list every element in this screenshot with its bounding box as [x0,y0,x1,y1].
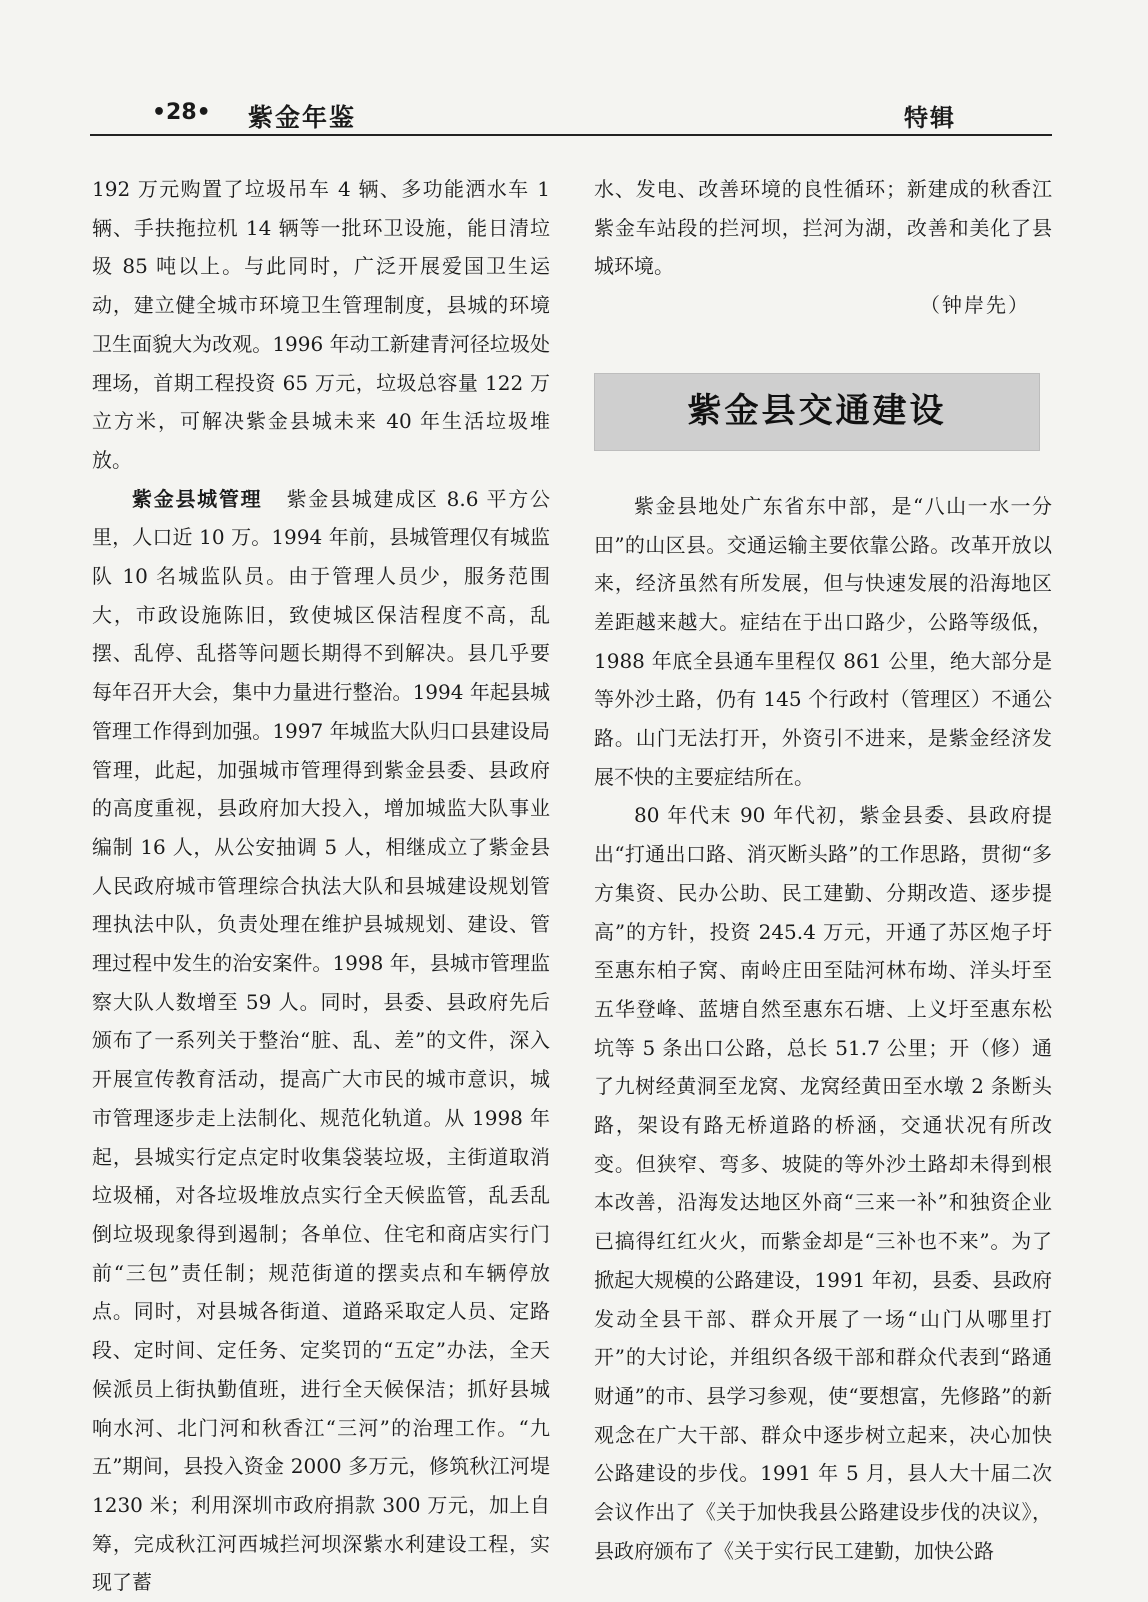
right-paragraph-1: 紫金县地处广东省东中部，是“八山一水一分田”的山区县。交通运输主要依靠公路。改革开放以来，经济虽然有所发展，但与快速发展的沿海地区差距越来越大。症结在于出口路少，公路等级低，1988 年底全县通车里程仅 861 公里，绝大部分是等外沙土路，仍有 145 个行政村（管理区）不通公路。山门无法打开，外资引不进来，是紫金经济发展不快的主要症结所在。 [594,493,1052,789]
left-paragraph-1: 192 万元购置了垃圾吊车 4 辆、多功能洒水车 1 辆、手扶拖拉机 14 辆等一批环卫设施，能日清垃圾 85 吨以上。与此同时，广泛开展爱国卫生运动，建立健全城市环境卫生管理制度，县城的环境卫生面貌大为改观。1996 年动工新建青河径垃圾处理场，首期工程投资 65 万元，垃圾总容量 122 万立方米，可解决紫金县城未来 40 年生活垃圾堆放。 [92,177,550,472]
right-paragraph-0: 水、发电、改善环境的良性循环；新建成的秋香江紫金车站段的拦河坝，拦河为湖，改善和美化了县城环境。 [594,177,1052,279]
section-title: 特辑 [904,104,956,132]
article-title-box [594,373,1040,451]
left-paragraph-2 [92,480,550,1602]
page-header [90,96,1052,132]
book-title: 紫金年鉴 [248,103,357,132]
header-rule [90,134,1052,136]
subsection-heading: 紫金县城管理 [132,486,263,511]
right-column [594,170,1052,1571]
author-signature: （钟岸先） [920,293,1030,318]
right-paragraph-2: 80 年代末 90 年代初，紫金县委、县政府提出“打通出口路、消灭断头路”的工作思路，贯彻“多方集资、民办公助、民工建勤、分期改造、逐步提高”的方针，投资 245.4 万元，开通了苏区炮子圩至惠东柏子窝、南岭庄田至陆河林布坳、洋头圩至五华登峰、蓝塘自然至惠东石塘、上义圩至惠东松坑等 5 条出口公路，总长 51.7 公里；开（修）通了九树经黄洞至龙窝、龙窝经黄田至水墩 2 条断头路，架设有路无桥道路的桥涵，交通状况有所改变。但狭窄、弯多、坡陡的等外沙土路却未得到根本改善，沿海发达地区外商“三来一补”和独资企业已搞得红红火火，而紫金却是“三补也不来”。为了掀起大规模的公路建设，1991 年初，县委、县政府发动全县干部、群众开展了一场“山门从哪里打开”的大讨论，并组织各级干部和群众代表到“路通财通”的市、县学习参观，使“要想富，先修路”的新观念在广大干部、群众中逐步树立起来，决心加快公路建设的步伐。1991 年 5 月，县人大十届二次会议作出了《关于加快我县公路建设步伐的决议》，县政府颁布了《关于实行民工建勤，加快公路 [594,803,1052,1563]
article-title: 紫金县交通建设 [687,391,947,432]
left-column [92,170,550,1602]
subsection-body: 紫金县城建成区 8.6 平方公里，人口近 10 万。1994 年前，县城管理仅有城监队 10 名城监队员。由于管理人员少，服务范围大，市政设施陈旧，致使城区保洁程度不高，乱摆、乱停、乱搭等问题长期得不到解决。县几乎要每年召开大会，集中力量进行整治。1994 年起县城管理工作得到加强。1997 年城监大队归口县建设局管理，此起，加强城市管理得到紫金县委、县政府的高度重视，县政府加大投入，增加城监大队事业编制 16 人，从公安抽调 5 人，相继成立了紫金县人民政府城市管理综合执法大队和县城建设规划管理执法中队，负责处理在维护县城规划、建设、管理过程中发生的治安案件。1998 年，县城市管理监察大队人数增至 59 人。同时，县委、县政府先后颁布了一系列关于整治“脏、乱、差”的文件，深入开展宣传教育活动，提高广大市民的城市意识，城市管理逐步走上法制化、规范化轨道。从 1998 年起，县城实行定点定时收集袋装垃圾，主街道取消垃圾桶，对各垃圾堆放点实行全天候监管，乱丢乱倒垃圾现象得到遏制；各单位、住宅和商店实行门前“三包”责任制；规范街道的摆卖点和车辆停放点。同时，对县城各街道、道路采取定人员、定路段、定时间、定任务、定奖罚的“五定”办法，全天候派员上街执勤值班，进行全天候保洁；抓好县城响水河、北门河和秋香江“三河”的治理工作。“九五”期间，县投入资金 2000 多万元，修筑秋江河堤 1230 米；利用深圳市政府捐款 300 万元，加上自筹，完成秋江河西城拦河坝深紫水利建设工程，实现了蓄 [92,486,550,1595]
page-number: •28• [152,100,211,125]
